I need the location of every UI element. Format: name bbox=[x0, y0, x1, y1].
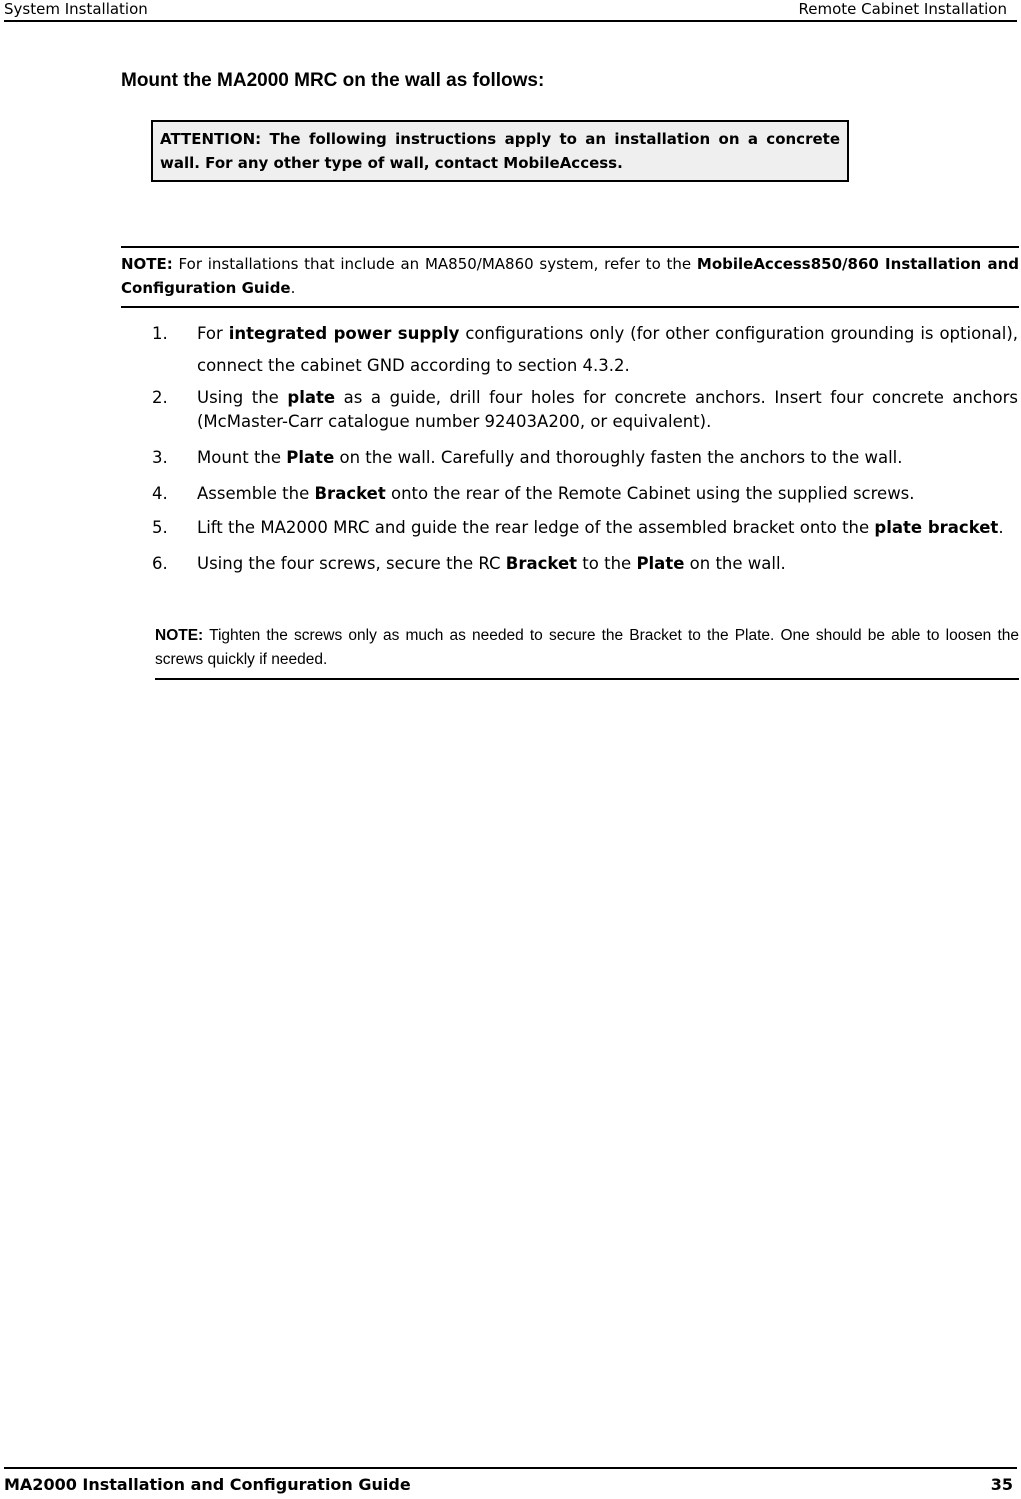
header-chapter-title: Remote Cabinet Installation bbox=[798, 0, 1007, 18]
step-bold-term: Plate bbox=[286, 448, 335, 467]
step-text: Assemble the bbox=[197, 484, 315, 503]
step-number: 1. bbox=[152, 324, 168, 343]
step-item bbox=[152, 386, 1018, 434]
step-number: 2. bbox=[152, 388, 168, 407]
step-text: Mount the bbox=[197, 448, 287, 467]
step-number: 6. bbox=[152, 554, 168, 573]
note-text-end: . bbox=[290, 279, 296, 297]
step-text: on the wall. bbox=[684, 554, 786, 573]
note-box-ma850 bbox=[121, 246, 1019, 308]
footer-guide-title: MA2000 Installation and Configuration Guide bbox=[4, 1475, 411, 1494]
step-text: For bbox=[197, 324, 229, 343]
step-item bbox=[152, 516, 1018, 540]
step-bold-term: integrated power supply bbox=[228, 324, 460, 343]
step-text: . bbox=[998, 518, 1004, 537]
note-box-screws bbox=[155, 622, 1019, 680]
step-text: configurations only (for other configuration grounding is optional), connect the cabinet GND according to section 4.3.2. bbox=[197, 324, 1019, 375]
step-item bbox=[152, 318, 1018, 382]
step-bold-term: Bracket bbox=[314, 484, 386, 503]
step-text: to the bbox=[577, 554, 637, 573]
page-header bbox=[4, 0, 1017, 22]
step-text: Using the bbox=[197, 388, 288, 407]
step-number: 4. bbox=[152, 484, 168, 503]
step-item bbox=[152, 552, 1018, 576]
step-item bbox=[152, 446, 1018, 470]
note-text: For installations that include an MA850/MA860 system, refer to the bbox=[172, 255, 697, 273]
attention-box: ATTENTION: The following instructions apply to an installation on a concrete wall. For any other type of wall, contact MobileAccess. bbox=[151, 120, 849, 182]
section-heading: Mount the MA2000 MRC on the wall as follows: bbox=[121, 70, 545, 91]
page-footer bbox=[4, 1467, 1017, 1499]
steps-list bbox=[152, 318, 1018, 576]
note-text: Tighten the screws only as much as needed to secure the Bracket to the Plate. One should be able to loosen the screws quickly if needed. bbox=[155, 627, 1019, 668]
step-bold-term: plate bracket bbox=[874, 518, 999, 537]
header-section-title: System Installation bbox=[4, 0, 148, 18]
step-item bbox=[152, 482, 1018, 506]
step-text: Lift the MA2000 MRC and guide the rear ledge of the assembled bracket onto the bbox=[197, 518, 875, 537]
step-text: on the wall. Carefully and thoroughly fasten the anchors to the wall. bbox=[334, 448, 903, 467]
page-number: 35 bbox=[990, 1475, 1013, 1494]
step-text: Using the four screws, secure the RC bbox=[197, 554, 506, 573]
step-number: 3. bbox=[152, 448, 168, 467]
step-number: 5. bbox=[152, 518, 168, 537]
note-label: NOTE: bbox=[121, 255, 173, 273]
step-bold-term: Plate bbox=[636, 554, 685, 573]
step-text: as a guide, drill four holes for concrete anchors. Insert four concrete anchors (McMaster-Carr catalogue number 92403A200, or equivalent). bbox=[197, 388, 1018, 431]
step-bold-term: Bracket bbox=[505, 554, 578, 573]
step-bold-term: plate bbox=[287, 388, 336, 407]
note-label: NOTE: bbox=[155, 627, 204, 644]
step-text: onto the rear of the Remote Cabinet using the supplied screws. bbox=[385, 484, 915, 503]
guide-title: MobileAccess850/860 Installation and Configuration Guide bbox=[121, 255, 1019, 297]
